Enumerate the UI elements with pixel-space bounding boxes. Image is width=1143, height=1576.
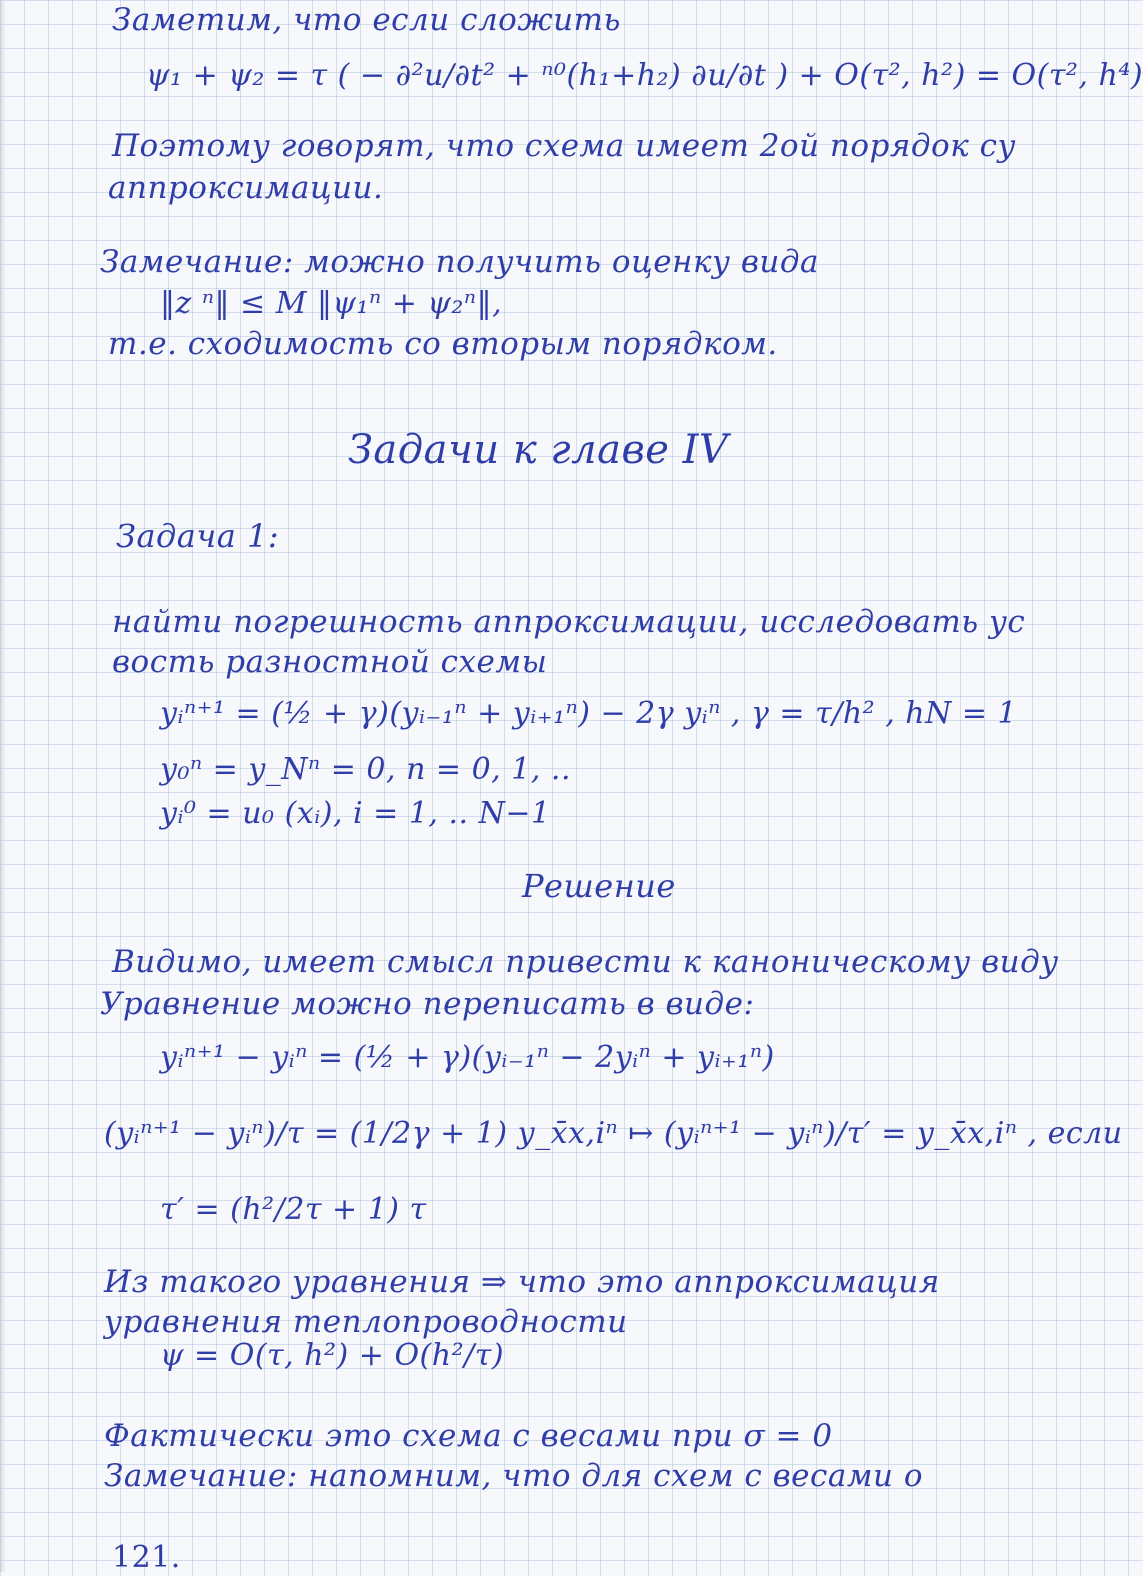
- formula-canonical: (yᵢⁿ⁺¹ − yᵢⁿ)/τ = (1/2γ + 1) y_x̄x,iⁿ ↦ (yᵢⁿ⁺¹ − yᵢⁿ)/τ′ = y_x̄x,iⁿ , если: [104, 1116, 1123, 1151]
- formula-initial: yᵢ⁰ = u₀ (xᵢ), i = 1, .. N−1: [160, 796, 551, 831]
- text-line-24: Фактически это схема с весами при σ = 0: [104, 1418, 833, 1454]
- formula-scheme: yᵢⁿ⁺¹ = (½ + γ)(yᵢ₋₁ⁿ + yᵢ₊₁ⁿ) − 2γ yᵢⁿ , γ = τ/h² , hN = 1: [160, 696, 1018, 731]
- page-number: 121.: [112, 1540, 181, 1575]
- text-line-11: вость разностной схемы: [112, 644, 548, 680]
- page-edge: [0, 0, 6, 1572]
- formula-rewritten: yᵢⁿ⁺¹ − yᵢⁿ = (½ + γ)(yᵢ₋₁ⁿ − 2yᵢⁿ + yᵢ₊₁ⁿ): [160, 1040, 775, 1075]
- text-line-3: Поэтому говорят, что схема имеет 2ой порядок су: [112, 128, 1016, 164]
- formula-tau-prime: τ′ = (h²/2τ + 1) τ: [160, 1192, 427, 1227]
- formula-psi-sum: ψ₁ + ψ₂ = τ ( − ∂²u/∂t² + ⁿ⁰(h₁+h₂) ∂u/∂t ) + O(τ², h²) = O(τ², h⁴): [146, 58, 1143, 93]
- formula-estimate: ‖z ⁿ‖ ≤ M ‖ψ₁ⁿ + ψ₂ⁿ‖,: [160, 286, 503, 321]
- chapter-title: Задачи к главе IV: [348, 427, 729, 473]
- text-line-22: уравнения теплопроводности: [104, 1304, 628, 1340]
- solution-heading: Решение: [522, 867, 676, 905]
- text-line-4: аппроксимации.: [108, 170, 384, 206]
- formula-error: ψ = O(τ, h²) + O(h²/τ): [160, 1338, 505, 1373]
- problem-heading: Задача 1:: [116, 517, 280, 555]
- text-line-17: Уравнение можно переписать в виде:: [100, 986, 755, 1022]
- formula-boundary: y₀ⁿ = y_Nⁿ = 0, n = 0, 1, ..: [160, 752, 571, 787]
- text-line-10: найти погрешность аппроксимации, исследовать ус: [112, 604, 1026, 640]
- text-line-7: т.е. сходимость со вторым порядком.: [108, 326, 778, 362]
- text-line-21: Из такого уравнения ⇒ что это аппроксимация: [104, 1264, 940, 1300]
- text-line-16: Видимо, имеет смысл привести к каноническому виду: [112, 944, 1059, 980]
- remark-2-heading: Замечание: напомним, что для схем с весами о: [104, 1458, 924, 1494]
- remark-1-heading: Замечание: можно получить оценку вида: [100, 244, 819, 280]
- text-line-1: Заметим, что если сложить: [112, 2, 621, 38]
